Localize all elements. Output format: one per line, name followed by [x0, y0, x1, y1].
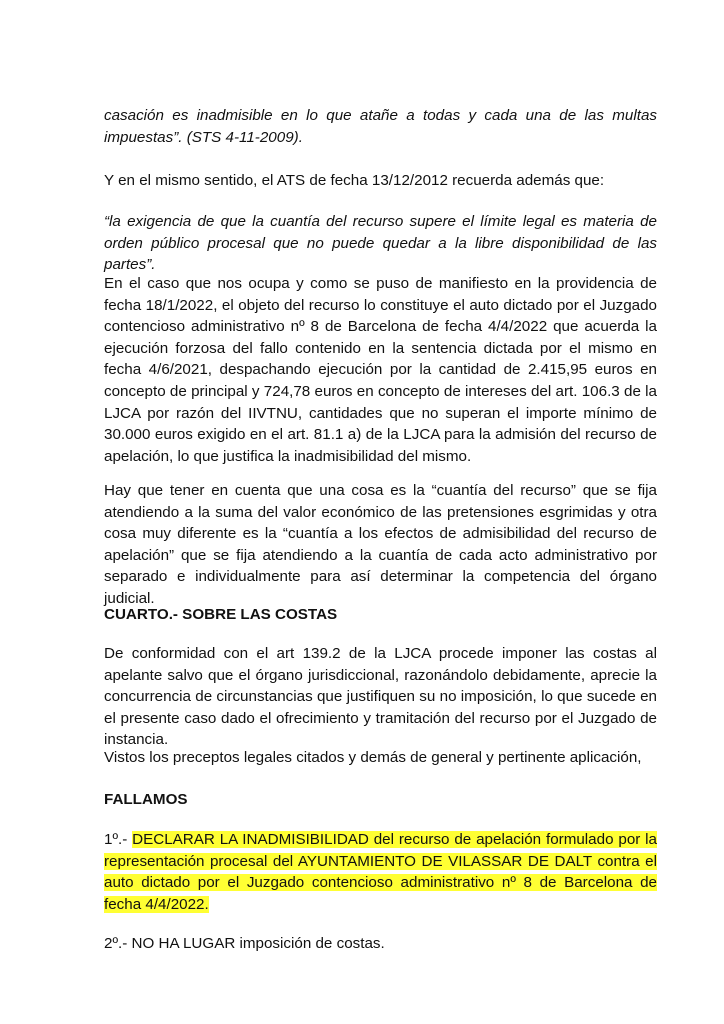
ruling-item-2: 2º.- NO HA LUGAR imposición de costas.: [104, 935, 385, 952]
vistos-paragraph: Vistos los preceptos legales citados y demás de general y pertinente aplicación,: [104, 749, 642, 766]
ats-quote-paragraph: “la exigencia de que la cuantía del recurso supere el límite legal es materia de orden público procesal que no puede quedar a la libre disponibilidad de las partes”.: [104, 213, 657, 274]
cuantia-explanation-paragraph: Hay que tener en cuenta que una cosa es la “cuantía del recurso” que se fija atendiendo a la suma del valor económico de las pretensiones esgrimidas y otra cosa muy diferente es la “cuantía a los efectos de admisibilidad del recurso de apelación” que se fija atendiendo a la cuantía de cada acto administrativo por separado e individualmente para así determinar la competencia del órgano judicial.: [104, 482, 657, 607]
section-heading-cuarto: CUARTO.- SOBRE LAS COSTAS: [104, 606, 338, 623]
ruling-1-highlighted-text: DECLARAR LA INADMISIBILIDAD del recurso de apelación formulado por la representación procesal del AYUNTAMIENTO DE VILASSAR DE DALT contra el auto dictado por el Juzgado contencioso administrativo nº 8 de Barcelona de fecha 4/4/2022.: [104, 831, 658, 913]
quote-continuation-paragraph: casación es inadmisible en lo que atañe a todas y cada una de las multas impuestas”. (STS 4-11-2009).: [104, 107, 657, 146]
ruling-1-number: 1º.-: [104, 831, 133, 848]
case-analysis-paragraph: En el caso que nos ocupa y como se puso de manifiesto en la providencia de fecha 18/1/2022, el objeto del recurso lo constituye el auto dictado por el Juzgado contencioso administrativo nº 8 de Barcelona de fecha 4/4/2022 que acuerda la ejecución forzosa del fallo contenido en la sentencia dictada por el mismo en fecha 4/6/2021, despachando ejecución por la cantidad de 2.415,95 euros en concepto de principal y 724,78 euros en concepto de intereses del art. 106.3 de la LJCA por razón del IIVTNU, cantidades que no superan el importe mínimo de 30.000 euros exigido en el art. 81.1 a) de la LJCA para la admisión del recurso de apelación, lo que justifica la inadmisibilidad del mismo.: [104, 275, 657, 465]
section-heading-fallamos: FALLAMOS: [104, 791, 188, 808]
ruling-item-1: [104, 829, 657, 915]
ats-intro-paragraph: Y en el mismo sentido, el ATS de fecha 13/12/2012 recuerda además que:: [104, 172, 605, 189]
costas-paragraph: De conformidad con el art 139.2 de la LJCA procede imponer las costas al apelante salvo que el órgano jurisdiccional, razonándolo debidamente, aprecie la concurrencia de circunstancias que justifiquen su no imposición, lo que sucede en el presente caso dado el ofrecimiento y tramitación del recurso por el Juzgado de instancia.: [104, 645, 657, 749]
